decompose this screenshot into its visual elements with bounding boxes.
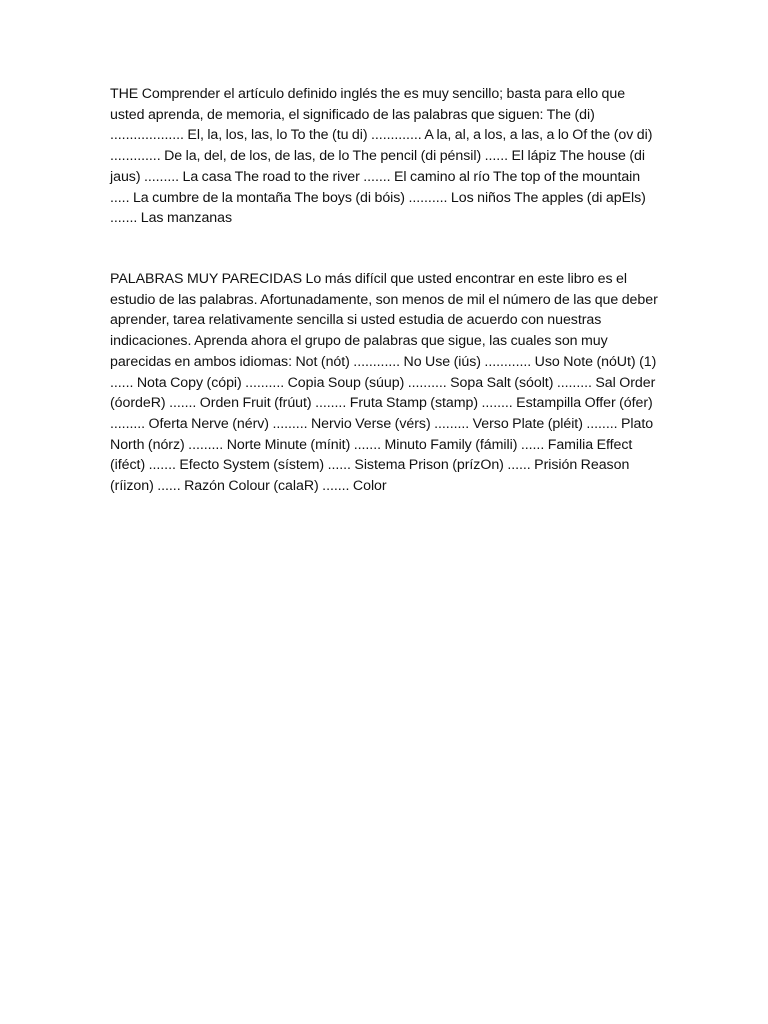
paragraph-definite-article: THE Comprender el artículo definido inglés the es muy sencillo; basta para ello que usted aprenda, de memoria, el significado de las palabras que siguen: The (di) ................... El, la, los, las, lo To the (tu di) ............. A la, al, a los, a las, a lo Of the (ov di) ............. De la, del, de los, de las, de lo The pencil (di pénsil) ...... El lápiz The house (di jaus) ......... La casa The road to the river ....... El camino al río The top of the mountain ..... La cumbre de la montaña The boys (di bóis) .......... Los niños The apples (di apEls) ....... Las manzanas: [110, 86, 653, 227]
paragraph-similar-words: PALABRAS MUY PARECIDAS Lo más difícil que usted encontrar en este libro es el estudio de las palabras. Afortunadamente, son menos de mil el número de las que deber aprender, tarea relativamente sencilla si usted estudia de acuerdo con nuestras indicaciones. Aprenda ahora el grupo de palabras que sigue, las cuales son muy parecidas en ambos idiomas: Not (nót) ............ No Use (iús) ............ Uso Note (nóUt) (1) ...... Nota Copy (cópi) .......... Copia Soup (súup) .......... Sopa Salt (sóolt) ......... Sal Order (óordeR) ....... Orden Fruit (frúut) ........ Fruta Stamp (stamp) ........ Estampilla Offer (ófer) ......... Oferta Nerve (nérv) ......... Nervio Verse (vérs) ......... Verso Plate (pléit) ........ Plato North (nórz) ......... Norte Minute (mínit) ....... Minuto Family (fámili) ...... Familia Effect (iféct) ....... Efecto System (sístem) ...... Sistema Prison (prízOn) ...... Prisión Reason (ríizon) ...... Razón Colour (calaR) ....... Color: [110, 271, 658, 495]
